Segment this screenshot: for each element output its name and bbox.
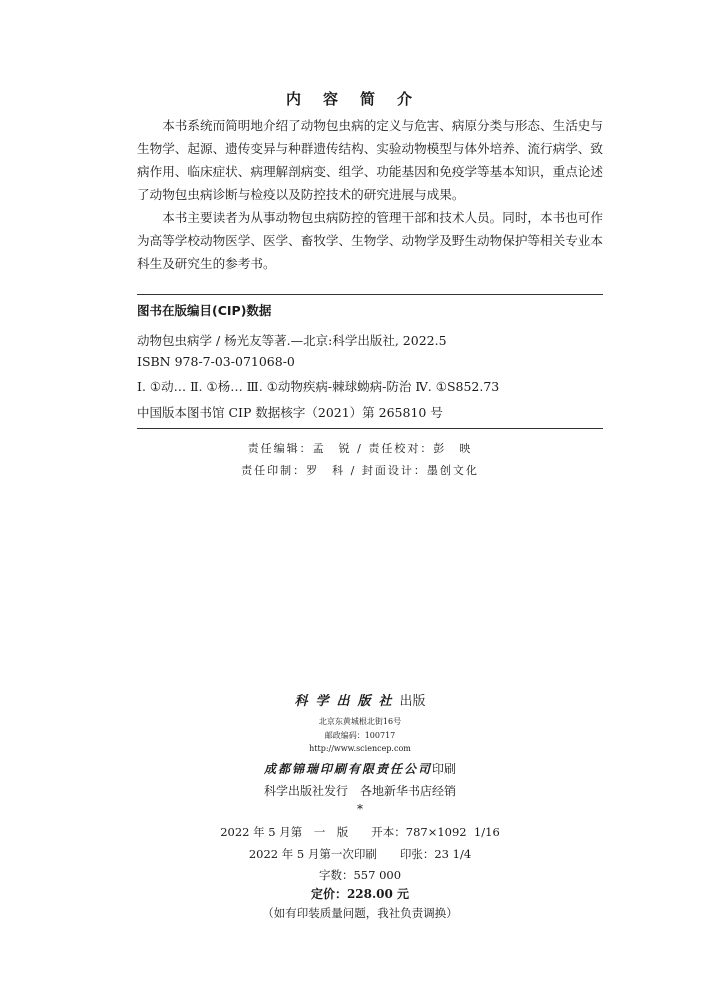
credits-editors: 责任编辑：孟 锐 / 责任校对：彭 映 xyxy=(247,442,473,455)
cip-top-rule xyxy=(137,294,603,295)
separator-star: * xyxy=(357,802,363,816)
summary-title: 内容简介 xyxy=(285,90,434,108)
printer-suffix: 印刷 xyxy=(432,762,457,776)
quality-note: （如有印装质量问题，我社负责调换） xyxy=(262,906,458,920)
cip-bottom-rule xyxy=(137,428,603,429)
publisher-address: 北京东黄城根北街16号 xyxy=(318,717,402,726)
summary-paragraph-2: 本书主要读者为从事动物包虫病防控的管理干部和技术人员。同时，本书也可作为高等学校动物医学、医学、畜牧学、生物学、动物学及野生动物保护等相关专业本科生及研究生的参考书。 xyxy=(137,210,603,271)
cip-line-title: 动物包虫病学 / 杨光友等著.—北京:科学出版社, 2022.5 xyxy=(137,333,447,348)
word-count: 字数：557 000 xyxy=(318,868,402,882)
printing-line: 2022 年 5 月第一次印刷 印张：23 1/4 xyxy=(248,847,472,861)
publisher-postcode: 邮政编码：100717 xyxy=(324,731,396,740)
cip-heading: 图书在版编目(CIP)数据 xyxy=(137,303,272,318)
summary-body xyxy=(137,114,603,275)
cip-line-classification: Ⅰ. ①动… Ⅱ. ①杨… Ⅲ. ①动物疾病-棘球蚴病-防治 Ⅳ. ①S852.73 xyxy=(137,379,500,394)
printer-line xyxy=(0,760,720,777)
cip-line-record-number: 中国版本图书馆 CIP 数据核字（2021）第 265810 号 xyxy=(137,405,443,420)
summary-paragraph-1: 本书系统而简明地介绍了动物包虫病的定义与危害、病原分类与形态、生活史与生物学、起源、遗传变异与种群遗传结构、实验动物模型与体外培养、流行病学、致病作用、临床症状、病理解剖病变、组学、功能基因和免疫学等基本知识，重点论述了动物包虫病诊断与检疫以及防控技术的研究进展与成果。 xyxy=(137,118,603,202)
credits-production: 责任印制：罗 科 / 封面设计：墨创文化 xyxy=(241,464,479,477)
distribution-line: 科学出版社发行 各地新华书店经销 xyxy=(263,784,456,798)
publisher-line xyxy=(0,690,720,709)
cip-line-isbn: ISBN 978-7-03-071068-0 xyxy=(137,354,295,369)
publisher-suffix: 出版 xyxy=(399,694,426,709)
publisher-website: http://www.sciencep.com xyxy=(309,744,411,753)
printer-brand: 成都锦瑞印刷有限责任公司 xyxy=(263,762,432,776)
publisher-brand: 科学出版社 xyxy=(294,694,400,709)
edition-line: 2022 年 5 月第 一 版 开本：787×1092 1/16 xyxy=(220,825,500,839)
price: 定价：228.00 元 xyxy=(310,887,410,901)
